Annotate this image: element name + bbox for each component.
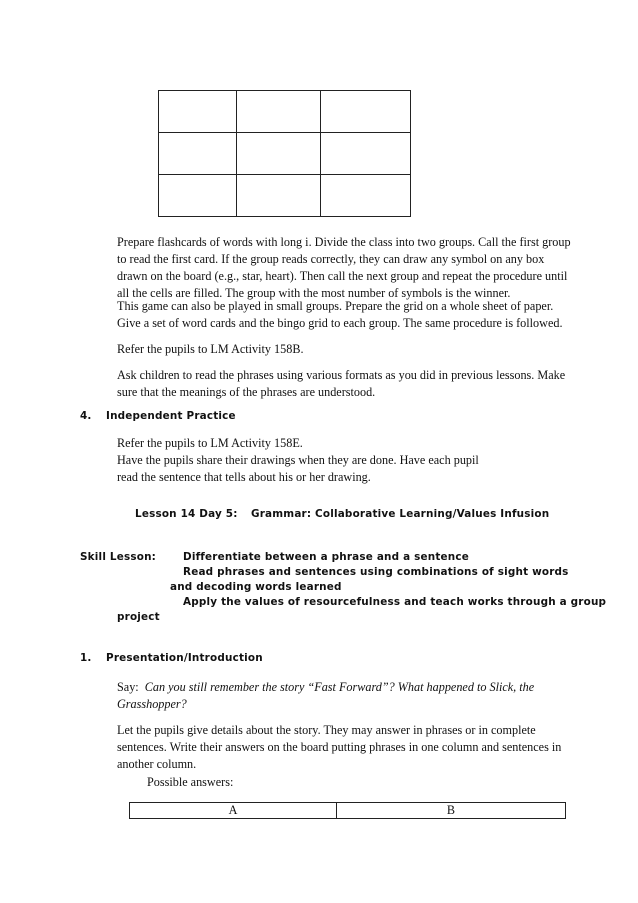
skill-line: Read phrases and sentences using combinations of sight words: [183, 566, 569, 578]
grid-cell: [321, 133, 411, 175]
grid-cell: [321, 91, 411, 133]
text-line: Give a set of word cards and the bingo grid to each group. The same procedure is followed.: [117, 316, 563, 330]
text-line: read the sentence that tells about his or her drawing.: [117, 470, 371, 484]
section-title: Independent Practice: [106, 410, 236, 422]
lesson-label: Lesson 14 Day 5:: [135, 508, 238, 520]
skill-line: and decoding words learned: [170, 581, 342, 593]
bingo-grid: [158, 90, 411, 217]
skill-line: Differentiate between a phrase and a sentence: [183, 551, 469, 563]
grid-cell: [237, 133, 321, 175]
section-number: 1.: [80, 652, 92, 664]
text-line: [117, 696, 534, 713]
bingo-instructions: [117, 234, 571, 302]
text-line: Ask children to read the phrases using various formats as you did in previous lessons. Make: [117, 368, 566, 382]
say-prompt: [117, 679, 534, 713]
lesson-topic: Grammar: Collaborative Learning/Values Infusion: [251, 508, 550, 520]
say-question-cont: Grasshopper?: [117, 697, 187, 711]
text-line: all the cells are filled. The group with the most number of symbols is the winner.: [117, 286, 511, 300]
section-number: 4.: [80, 410, 92, 422]
say-label: Say: [117, 680, 136, 694]
text-line: another column.: [117, 757, 197, 771]
possible-answers-label: Possible answers:: [147, 775, 234, 789]
skill-line: Apply the values of resourcefulness and teach works through a group: [183, 596, 607, 608]
text-line: sure that the meanings of the phrases are understood.: [117, 385, 376, 399]
text-line: Refer the pupils to LM Activity 158B.: [117, 342, 304, 356]
text-line: drawn on the board (e.g., star, heart). Then call the next group and repeat the procedure until: [117, 269, 568, 283]
skill-line: project: [117, 611, 160, 623]
answer-table: [129, 802, 566, 819]
text-line: Refer the pupils to LM Activity 158E.: [117, 436, 303, 450]
phrase-reading-instructions: [117, 367, 565, 401]
text-line: This game can also be played in small groups. Prepare the grid on a whole sheet of paper.: [117, 299, 554, 313]
grid-cell: [159, 133, 237, 175]
say-question: Can you still remember the story “Fast Forward”? What happened to Slick, the: [144, 680, 535, 694]
grid-cell: [159, 91, 237, 133]
section-title: Presentation/Introduction: [106, 652, 263, 664]
grid-cell: [321, 175, 411, 217]
column-header-b: B: [337, 803, 566, 819]
text-line: Let the pupils give details about the story. They may answer in phrases or in complete: [117, 723, 536, 737]
column-header-a: A: [130, 803, 337, 819]
skill-lesson-label: Skill Lesson:: [80, 551, 157, 563]
text-line: Prepare flashcards of words with long i. Divide the class into two groups. Call the first group: [117, 235, 571, 249]
independent-practice-text: [117, 435, 479, 486]
text-line: Have the pupils share their drawings when they are done. Have each pupil: [117, 453, 479, 467]
small-group-instructions: [117, 298, 563, 332]
grid-cell: [159, 175, 237, 217]
text-line: to read the first card. If the group reads correctly, they can draw any symbol on any box: [117, 252, 545, 266]
details-instructions: [117, 722, 561, 773]
grid-cell: [237, 91, 321, 133]
say-colon: :: [135, 680, 139, 694]
text-line: sentences. Write their answers on the board putting phrases in one column and sentences in: [117, 740, 562, 754]
grid-cell: [237, 175, 321, 217]
activity-reference: [117, 341, 304, 358]
text-line: [117, 679, 534, 696]
